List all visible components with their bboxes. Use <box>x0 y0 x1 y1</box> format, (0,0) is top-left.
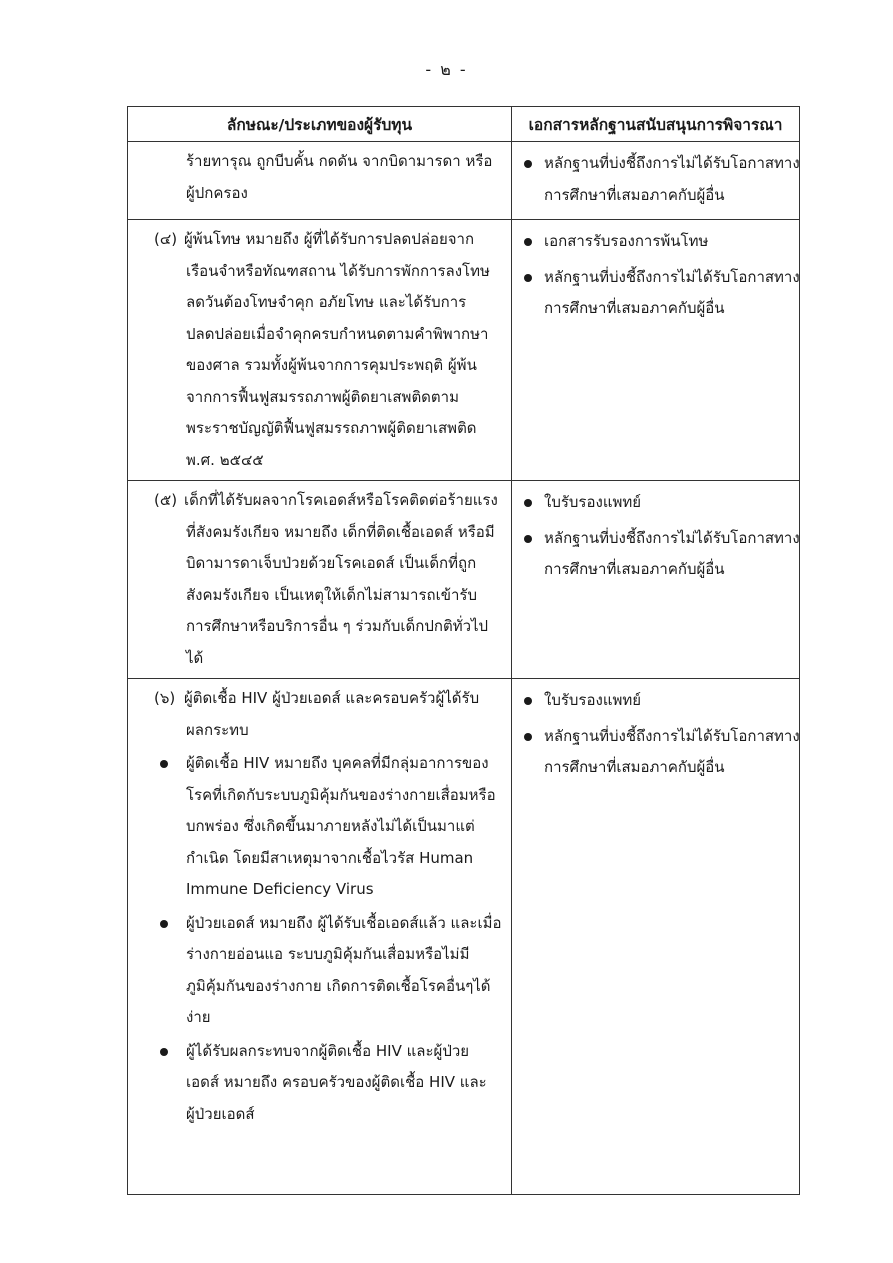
bullet-icon <box>160 760 168 768</box>
evidence-item <box>520 487 793 519</box>
recipient-type-cell <box>128 679 512 1195</box>
documents-cell <box>512 220 800 481</box>
recipient-type-cell <box>128 142 512 220</box>
evidence-item <box>520 685 793 717</box>
item-number: (๔) <box>154 230 178 248</box>
table-row <box>128 220 800 481</box>
text-line: ปลดปล่อยเมื่อจำคุกครบกำหนดตามคำพิพากษา <box>186 324 489 343</box>
evidence-item <box>520 262 800 325</box>
recipient-type-cell <box>128 220 512 481</box>
text-line: ร่างกายอ่อนแอ ระบบภูมิคุ้มกันเสื่อมหรือไม่มี <box>186 945 470 963</box>
documents-cell <box>512 481 800 679</box>
text-line: ผู้ป่วยเอดส์ หมายถึง ผู้ได้รับเชื้อเอดส์แล้ว และเมื่อ <box>186 913 502 932</box>
evidence-line: ใบรับรองแพทย์ <box>544 691 642 709</box>
text-line: Immune Deficiency Virus <box>186 880 374 898</box>
text-line: ผู้ติดเชื้อ HIV ผู้ป่วยเอดส์ และครอบครัวผู้ได้รับ <box>184 689 480 707</box>
table-header-row <box>128 107 800 142</box>
bullet-icon <box>524 733 532 741</box>
bullet-icon <box>160 920 168 928</box>
text-line: ง่าย <box>186 1008 211 1026</box>
text-line: พ.ศ. ๒๕๔๕ <box>186 450 264 469</box>
evidence-line: หลักฐานที่บ่งชี้ถึงการไม่ได้รับโอกาสทาง <box>544 154 800 172</box>
evidence-line: การศึกษาที่เสมอภาคกับผู้อื่น <box>544 185 725 204</box>
text-line: โรคที่เกิดกับระบบภูมิคุ้มกันของร่างกายเสื่อมหรือ <box>186 785 496 804</box>
text-line: ผู้ติดเชื้อ HIV หมายถึง บุคคลที่มีกลุ่มอาการของ <box>186 754 489 772</box>
bullet-icon <box>524 697 532 705</box>
bullet-icon <box>524 535 532 543</box>
text-line: ผู้ป่วยเอดส์ <box>186 1104 255 1123</box>
text-line: พระราชบัญญัติฟื้นฟูสมรรถภาพผู้ติดยาเสพติด <box>186 419 477 437</box>
text-line: ภูมิคุ้มกันของร่างกาย เกิดการติดเชื้อโรคอื่นๆได้ <box>186 976 491 995</box>
text-line: การศึกษาหรือบริการอื่น ๆ ร่วมกับเด็กปกติทั่วไป <box>186 617 489 635</box>
documents-cell <box>512 142 800 220</box>
text-line: ได้ <box>186 648 204 667</box>
text-line: กำเนิด โดยมีสาเหตุมาจากเชื้อไวรัส Human <box>186 848 474 867</box>
bullet-icon <box>160 1048 168 1056</box>
item-number: (๕) <box>154 491 178 509</box>
text-line: ร้ายทารุณ ถูกบีบคั้น กดดัน จากบิดามารดา หรือ <box>186 152 493 170</box>
evidence-line: เอกสารรับรองการพ้นโทษ <box>544 232 709 250</box>
bullet-icon <box>524 238 532 246</box>
evidence-line: หลักฐานที่บ่งชี้ถึงการไม่ได้รับโอกาสทาง <box>544 528 800 547</box>
evidence-line: การศึกษาที่เสมอภาคกับผู้อื่น <box>544 560 725 578</box>
bullet-icon <box>524 160 532 168</box>
evidence-item <box>520 226 793 258</box>
definition-bullet <box>158 908 503 1034</box>
text-line: บิดามารดาเจ็บป่วยด้วยโรคเอดส์ เป็นเด็กที่ถูก <box>186 554 477 572</box>
text-line: สังคมรังเกียจ เป็นเหตุให้เด็กไม่สามารถเข้ารับ <box>186 585 477 604</box>
evidence-item <box>520 148 800 211</box>
page-number: - ๒ - <box>425 60 468 79</box>
text-line: ผู้ได้รับผลกระทบจากผู้ติดเชื้อ HIV และผู้ป่วย <box>186 1041 470 1060</box>
table-row <box>128 142 800 220</box>
documents-cell <box>512 679 800 1195</box>
item-number: (๖) <box>154 689 176 707</box>
recipient-type-cell <box>128 481 512 679</box>
bullet-icon <box>524 499 532 507</box>
text-line: ที่สังคมรังเกียจ หมายถึง เด็กที่ติดเชื้อเอดส์ หรือมี <box>186 522 495 541</box>
definition-bullet <box>158 1036 503 1131</box>
bullet-icon <box>524 274 532 282</box>
text-line: ของศาล รวมทั้งผู้พ้นจากการคุมประพฤติ ผู้พ้น <box>186 356 477 374</box>
evidence-item <box>520 523 800 586</box>
evidence-line: การศึกษาที่เสมอภาคกับผู้อื่น <box>544 299 725 317</box>
text-line: เรือนจำหรือทัณฑสถาน ได้รับการพักการลงโทษ <box>186 261 490 280</box>
text-line: ผู้พ้นโทษ หมายถึง ผู้ที่ได้รับการปลดปล่อยจาก <box>184 230 475 248</box>
text-line: เอดส์ หมายถึง ครอบครัวของผู้ติดเชื้อ HIV และ <box>186 1073 487 1091</box>
text-line: เด็กที่ได้รับผลจากโรคเอดส์หรือโรคติดต่อร้ายแรง <box>184 491 498 509</box>
text-line: ผลกระทบ <box>186 720 249 739</box>
evidence-line: หลักฐานที่บ่งชี้ถึงการไม่ได้รับโอกาสทาง <box>544 267 800 286</box>
table-row <box>128 481 800 679</box>
text-line: ผู้ปกครอง <box>186 183 248 202</box>
table-row <box>128 679 800 1195</box>
header-recipient-type: ลักษณะ/ประเภทของผู้รับทุน <box>128 107 512 142</box>
evidence-line: การศึกษาที่เสมอภาคกับผู้อื่น <box>544 758 725 776</box>
definition-bullet <box>158 748 503 906</box>
evidence-line: ใบรับรองแพทย์ <box>544 493 642 511</box>
text-line: บกพร่อง ซึ่งเกิดขึ้นมาภายหลังไม่ได้เป็นมาแต่ <box>186 817 475 835</box>
text-line: ลดวันต้องโทษจำคุก อภัยโทษ และได้รับการ <box>186 293 467 311</box>
recipient-criteria-table <box>127 106 800 1195</box>
header-supporting-documents: เอกสารหลักฐานสนับสนุนการพิจารณา <box>512 107 800 142</box>
text-line: จากการฟื้นฟูสมรรถภาพผู้ติดยาเสพติดตาม <box>186 387 459 406</box>
evidence-line: หลักฐานที่บ่งชี้ถึงการไม่ได้รับโอกาสทาง <box>544 726 800 745</box>
evidence-item <box>520 721 800 784</box>
